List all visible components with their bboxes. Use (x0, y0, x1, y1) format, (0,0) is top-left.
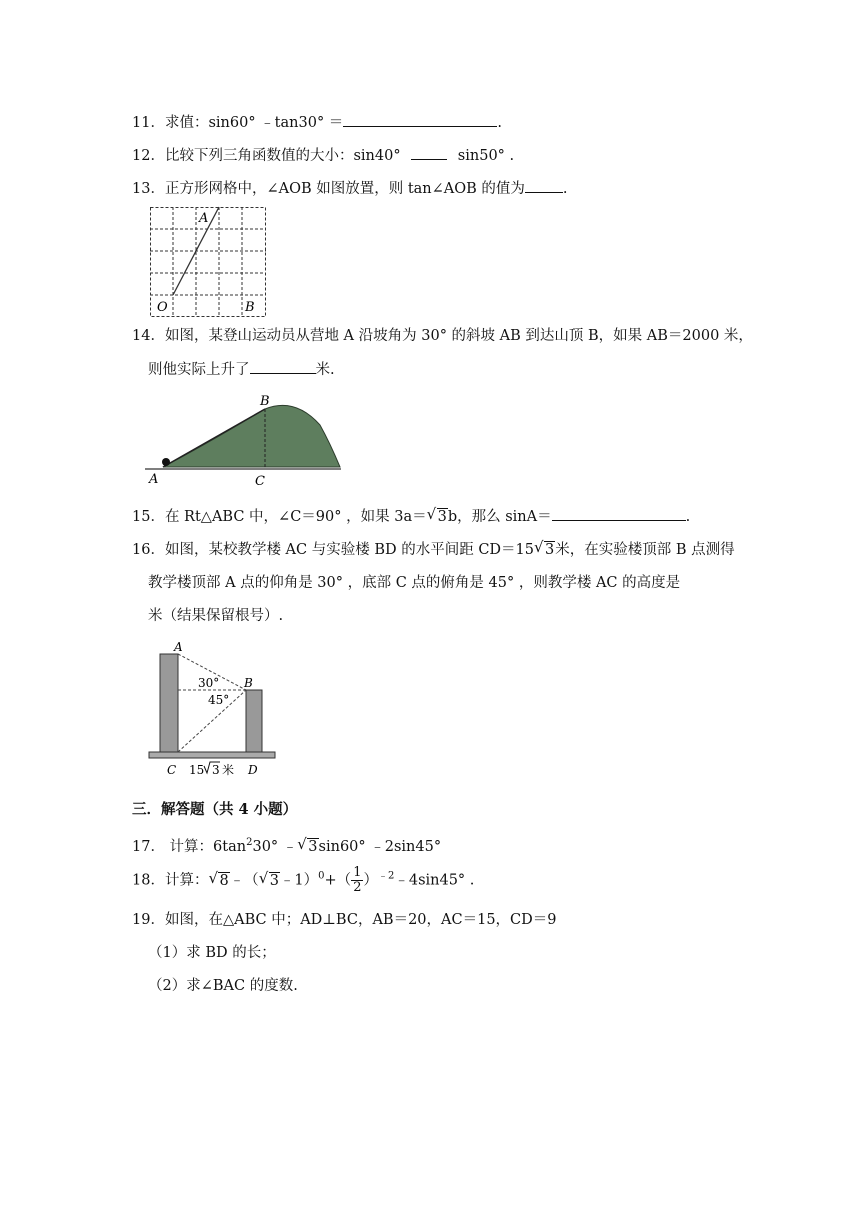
q11-end: . (497, 115, 502, 131)
label-dist-rad: 3 (212, 763, 220, 777)
q16-post: 米，在实验楼顶部 B 点测得 (555, 542, 735, 558)
q18-sup2: ﹣2 (377, 870, 395, 882)
label-c: C (167, 763, 177, 777)
q14-line2: 则他实际上升了 (148, 362, 250, 378)
q12-mid: sin50° . (457, 148, 515, 164)
label-d: D (248, 763, 258, 777)
label-a: A (174, 640, 183, 654)
q16-line2: 教学楼顶部 A 点的仰角是 30° ，底部 C 点的俯角是 45° ，则教学楼 AC 的高度是 (148, 575, 681, 591)
q18-pre: 18．计算： (132, 872, 209, 889)
label-c: C (255, 474, 265, 489)
denominator: 2 (353, 880, 362, 895)
sqrt-3: √ 3 (307, 838, 318, 855)
label-b: B (245, 300, 255, 315)
q18-c: +（ (324, 872, 352, 889)
label-a: A (199, 211, 209, 226)
q18-e: ﹣4sin45° . (394, 872, 475, 889)
mountain-figure (145, 395, 345, 490)
q19-text: 19．如图，在△ABC 中；AD⊥BC，AB＝20，AC＝15，CD＝9 (132, 912, 557, 928)
label-45: 45° (208, 693, 230, 707)
fraction-half (351, 866, 363, 895)
question-14-line2 (148, 359, 335, 380)
q13-text: 13．正方形网格中，∠AOB 如图放置，则 tan∠AOB 的值为 (132, 181, 525, 197)
q17-sup: 2 (246, 837, 253, 848)
label-o: O (157, 300, 168, 315)
label-a: A (149, 472, 159, 487)
sqrt-3: √ 3 (269, 872, 280, 889)
q17-mid: 30° ﹣ (252, 838, 298, 855)
q18-b: ﹣1） (279, 872, 319, 889)
answer-blank[interactable] (250, 359, 316, 374)
question-17 (132, 833, 441, 857)
question-16-line3 (148, 606, 283, 626)
question-16-line2 (148, 573, 680, 593)
q14-end: 米. (315, 362, 335, 378)
q11-text: 11．求值：sin60° ﹣tan30° ＝ (132, 115, 344, 131)
q15-end: . (685, 509, 691, 525)
sqrt-3: √ 3 (544, 541, 555, 558)
question-14 (132, 326, 753, 346)
sqrt-8: √ 8 (218, 872, 229, 889)
question-19 (132, 910, 557, 930)
answer-blank[interactable] (411, 145, 447, 160)
label-30: 30° (198, 676, 220, 690)
q15-mid: b，那么 sinA＝ (447, 509, 552, 525)
question-13 (132, 178, 568, 199)
answer-blank[interactable] (343, 112, 497, 127)
q18-a: ﹣（ (229, 872, 259, 889)
q15-pre: 15．在 Rt△ABC 中，∠C＝90° ，如果 3a＝ (132, 509, 427, 525)
label-dist: 15 (189, 763, 205, 777)
buildings-figure (146, 640, 281, 780)
sqrt-3: √ 3 (437, 508, 448, 525)
grid-figure (150, 207, 268, 319)
question-12 (132, 145, 514, 166)
answer-blank[interactable] (525, 178, 563, 193)
q19-part2: （2）求∠BAC 的度数. (148, 978, 298, 994)
q17-pre: 17． 计算：6tan (132, 838, 247, 855)
question-18 (132, 866, 474, 895)
q13-end: . (562, 181, 568, 197)
q14-line1: 14．如图，某登山运动员从营地 A 沿坡角为 30° 的斜坡 AB 到达山顶 B，如果 AB＝2000 米， (132, 328, 753, 344)
question-16 (132, 540, 735, 560)
q16-line3: 米（结果保留根号）. (148, 608, 284, 624)
question-15 (132, 506, 690, 527)
label-b: B (260, 394, 270, 409)
section-heading: 三．解答题（共 4 小题） (132, 801, 298, 818)
q17-post: sin60° ﹣2sin45° (318, 838, 442, 855)
q16-pre: 16．如图，某校教学楼 AC 与实验楼 BD 的水平间距 CD＝15 (132, 542, 535, 558)
label-b: B (244, 676, 253, 690)
answer-blank[interactable] (552, 506, 686, 521)
q18-sup1: 0 (318, 870, 325, 882)
question-11 (132, 112, 502, 133)
label-dist-unit: 米 (222, 763, 235, 777)
numerator: 1 (353, 865, 362, 880)
q19-part1: （1）求 BD 的长； (148, 945, 276, 961)
q12-text: 12．比较下列三角函数值的大小：sin40° (132, 148, 401, 164)
q18-d: ） (363, 872, 378, 889)
